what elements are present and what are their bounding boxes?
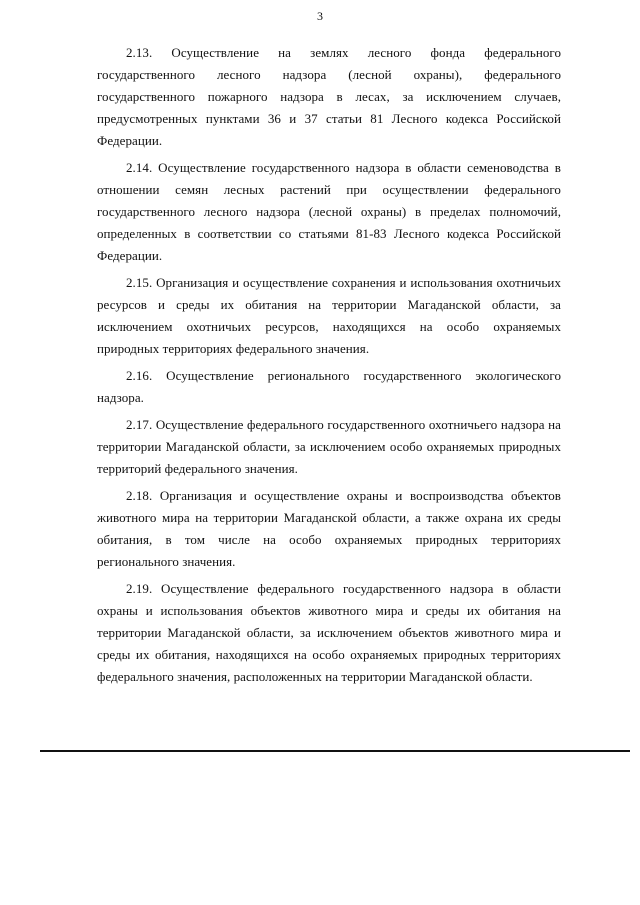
- paragraph-2-17: 2.17. Осуществление федерального государственного охотничьего надзора на территории Магаданской области, за исключением особо охраняемых природных территорий федерального значения.: [97, 417, 561, 476]
- paragraph-2-13: 2.13. Осуществление на землях лесного фонда федерального государственного лесного надзора (лесной охраны), федерального государственного пожарного надзора в лесах, за исключением случаев, предусмотренных пунктами 36 и 37 статьи 81 Лесного кодекса Российской Федерации.: [97, 45, 561, 148]
- document-body: [97, 42, 561, 693]
- footer-divider: [40, 750, 630, 752]
- page-number: 3: [317, 9, 323, 23]
- paragraph-2-14: 2.14. Осуществление государственного надзора в области семеноводства в отношении семян лесных растений при осуществлении федерального государственного лесного надзора (лесной охраны) в пределах полномочий, определенных в соответствии со статьями 81-83 Лесного кодекса Российской Федерации.: [97, 160, 561, 263]
- paragraph-2-16: 2.16. Осуществление регионального государственного экологического надзора.: [97, 368, 561, 405]
- paragraph-2-19: 2.19. Осуществление федерального государственного надзора в области охраны и использования объектов животного мира и среды их обитания на территории Магаданской области, за исключением объектов животного мира и среды их обитания, находящихся на особо охраняемых природных территориях федерального значения, расположенных на территории Магаданской области.: [97, 581, 561, 684]
- paragraph-2-18: 2.18. Организация и осуществление охраны и воспроизводства объектов животного мира на территории Магаданской области, а также охрана их среды обитания, в том числе на особо охраняемых природных территориях регионального значения.: [97, 488, 561, 569]
- paragraph-2-15: 2.15. Организация и осуществление сохранения и использования охотничьих ресурсов и среды их обитания на территории Магаданской области, за исключением охотничьих ресурсов, находящихся на особо охраняемых природных территориях федерального значения.: [97, 275, 561, 356]
